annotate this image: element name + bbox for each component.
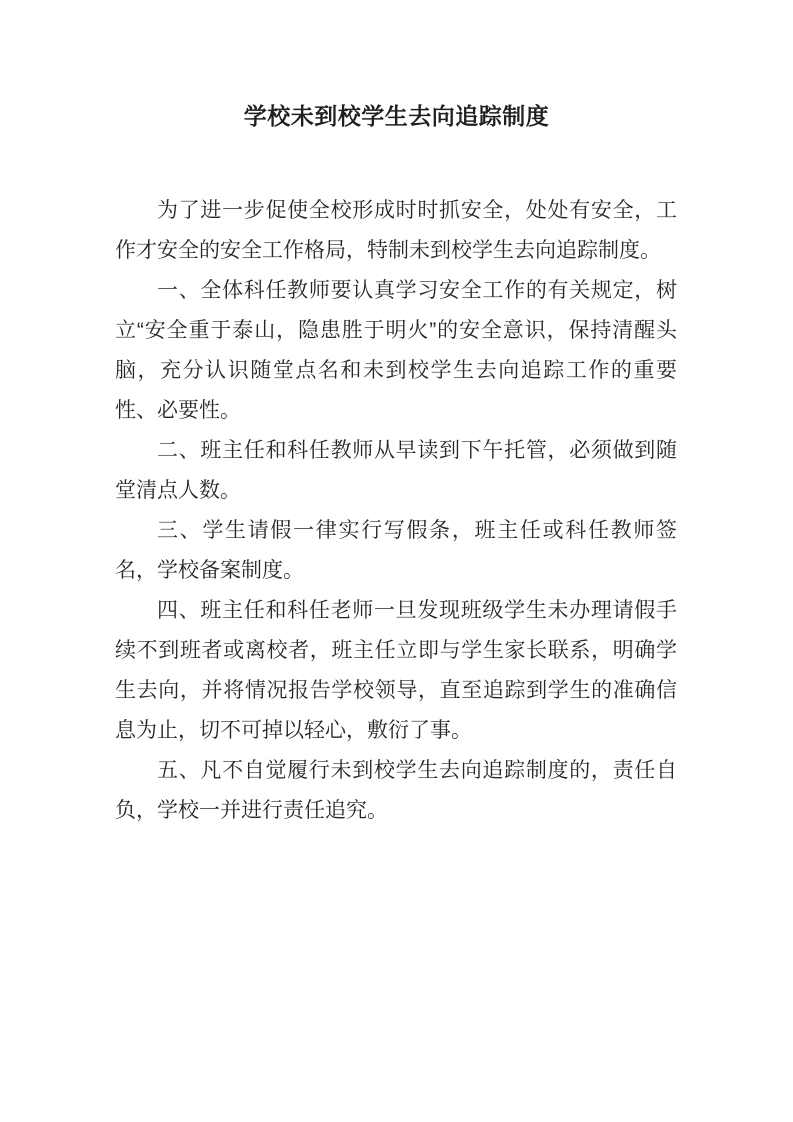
paragraph-item-2: 二、班主任和科任教师从早读到下午托管，必须做到随堂清点人数。: [115, 439, 677, 502]
paragraph-item-4: 四、班主任和科任老师一旦发现班级学生未办理请假手续不到班者或离校者，班主任立即与学生家长联系，明确学生去向，并将情况报告学校领导，直至追踪到学生的准确信息为止，切不可掉以轻心，敷衍了事。: [115, 599, 677, 742]
document-title: 学校未到校学生去向追踪制度: [243, 103, 550, 129]
paragraph-item-5: 五、凡不自觉履行未到校学生去向追踪制度的，责任自负，学校一并进行责任追究。: [115, 759, 677, 822]
document-body: [115, 191, 677, 831]
paragraph-item-1: 一、全体科任教师要认真学习安全工作的有关规定，树立“安全重于泰山，隐患胜于明火”的安全意识，保持清醒头脑，充分认识随堂点名和未到校学生去向追踪工作的重要性、必要性。: [115, 279, 677, 422]
paragraph-intro: 为了进一步促使全校形成时时抓安全，处处有安全，工作才安全的安全工作格局，特制未到校学生去向追踪制度。: [115, 199, 677, 262]
paragraph-item-3: 三、学生请假一律实行写假条，班主任或科任教师签名，学校备案制度。: [115, 519, 677, 582]
